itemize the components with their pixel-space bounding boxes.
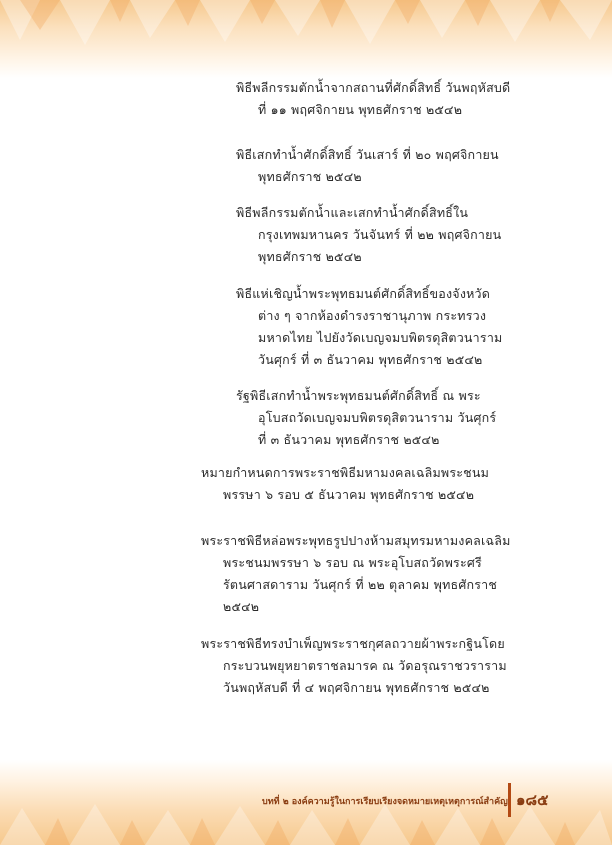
entry-line: พระราชพิธีทรงบำเพ็ญพระราชกุศลถวายผ้าพระกฐินโดย: [201, 636, 505, 651]
entry-line: พระชนมพรรษา ๖ รอบ ณ พระอุโบสถวัดพระศรี: [223, 555, 482, 570]
entry-line: พุทธศักราช ๒๕๔๒: [258, 169, 362, 184]
list-item: [201, 633, 507, 699]
entry-line: พิธีพลีกรรมตักน้ำและเสกทำน้ำศักดิ์สิทธิ์ใน: [236, 205, 469, 220]
list-item: [236, 385, 496, 451]
entry-line: ๒๕๔๒: [223, 599, 260, 614]
entry-line: รัตนศาสดาราม วันศุกร์ ที่ ๒๒ ตุลาคม พุทธศักราช: [223, 577, 498, 592]
entry-line: พรรษา ๖ รอบ ๕ ธันวาคม พุทธศักราช ๒๕๔๒: [223, 487, 475, 502]
list-item: [236, 77, 510, 121]
entry-line: กรุงเทพมหานคร วันจันทร์ ที่ ๒๒ พฤศจิกายน: [258, 227, 502, 242]
list-item: [201, 530, 511, 618]
entry-line: วันศุกร์ ที่ ๓ ธันวาคม พุทธศักราช ๒๕๔๒: [258, 352, 483, 367]
list-item: [236, 144, 499, 188]
entry-line: วันพฤหัสบดี ที่ ๔ พฤศจิกายน พุทธศักราช ๒๕๔๒: [223, 680, 490, 695]
list-item: [236, 202, 501, 268]
entry-line: อุโบสถวัดเบญจมบพิตรดุสิตวนาราม วันศุกร์: [258, 410, 497, 425]
footer-divider: [508, 783, 511, 817]
entry-line: มหาดไทย ไปยังวัดเบญจมบพิตรดุสิตวนาราม: [258, 330, 503, 345]
entry-line: พุทธศักราช ๒๕๔๒: [258, 249, 362, 264]
entry-line: ที่ ๓ ธันวาคม พุทธศักราช ๒๕๔๒: [258, 432, 440, 447]
list-item: [236, 283, 502, 371]
entry-line: รัฐพิธีเสกทำน้ำพระพุทธมนต์ศักดิ์สิทธิ์ ณ พระ: [236, 388, 481, 403]
page-number: ๑๘๕: [516, 791, 549, 809]
entry-line: พิธีแห่เชิญน้ำพระพุทธมนต์ศักดิ์สิทธิ์ของจังหวัด: [236, 286, 491, 301]
entry-line: กระบวนพยุหยาตราชลมารค ณ วัดอรุณราชวราราม: [223, 658, 507, 673]
entry-line: พิธีพลีกรรมตักน้ำจากสถานที่ศักดิ์สิทธิ์ วันพฤหัสบดี: [236, 80, 511, 95]
entry-line: พระราชพิธีหล่อพระพุทธรูปปางห้ามสมุทรมหามงคลเฉลิม: [201, 533, 511, 548]
list-item: [201, 462, 489, 506]
entry-line: หมายกำหนดการพระราชพิธีมหามงคลเฉลิมพระชนม: [201, 465, 490, 480]
entry-line: พิธีเสกทำน้ำศักดิ์สิทธิ์ วันเสาร์ ที่ ๒๐ พฤศจิกายน: [236, 147, 499, 162]
entry-line: ต่าง ๆ จากห้องดำรงราชานุภาพ กระทรวง: [258, 308, 487, 323]
chapter-footer: บทที่ ๒ องค์ความรู้ในการเรียบเรียงจดหมายเหตุเหตุการณ์สำคัญ: [262, 797, 508, 807]
entry-line: ที่ ๑๑ พฤศจิกายน พุทธศักราช ๒๕๔๒: [258, 102, 463, 117]
